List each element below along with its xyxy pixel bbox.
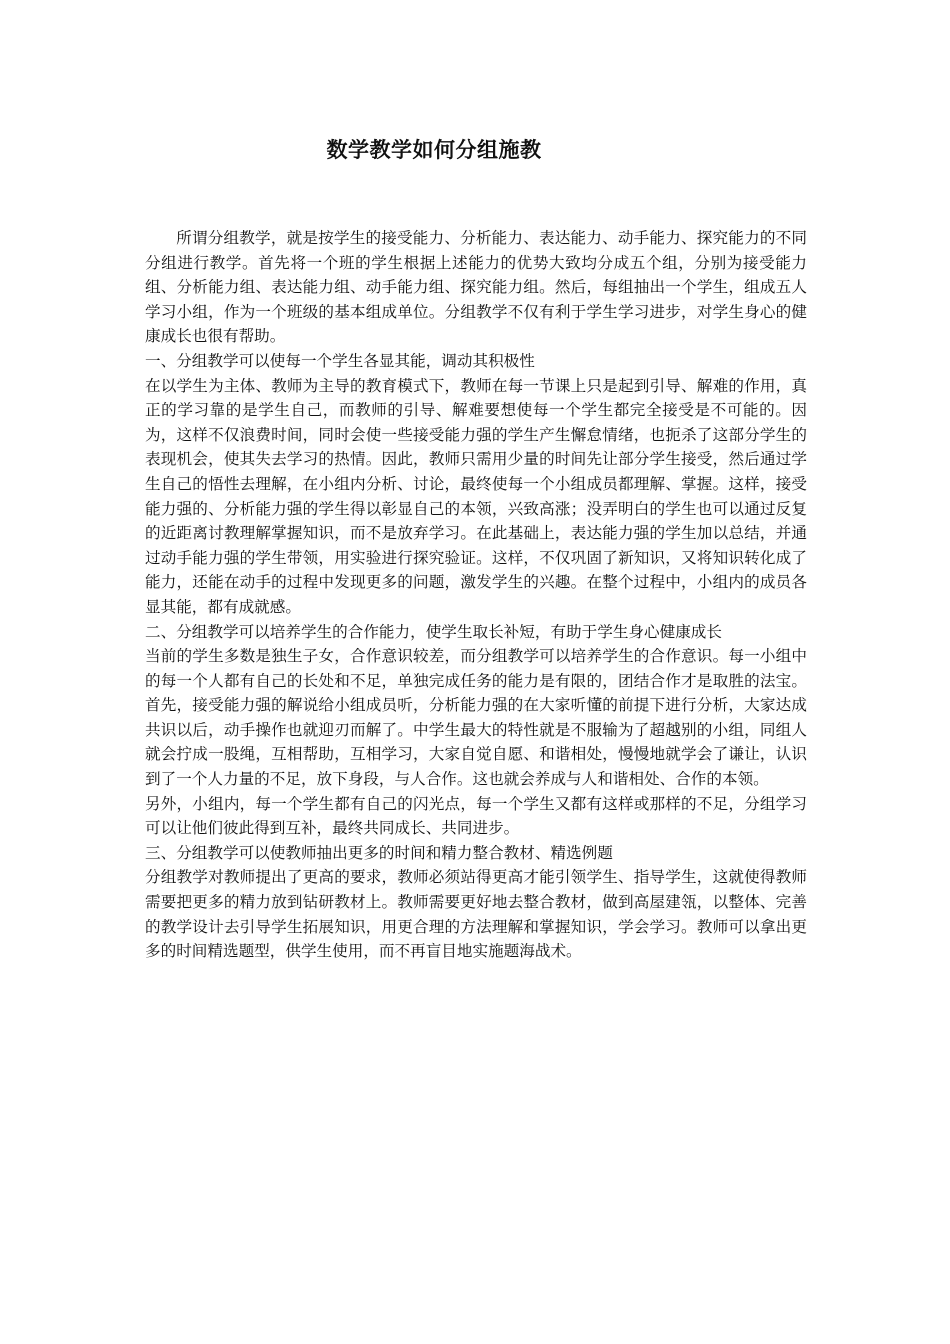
section-2-heading: 二、分组教学可以培养学生的合作能力，使学生取长补短，有助于学生身心健康成长 [145, 622, 722, 641]
section-3-heading: 三、分组教学可以使教师抽出更多的时间和精力整合教材、精选例题 [145, 843, 613, 862]
document-body [145, 226, 807, 964]
section-3-paragraph: 分组教学对教师提出了更高的要求，教师必须站得更高才能引领学生、指导学生，这就使得教师需要把更多的精力放到钻研教材上。教师需要更好地去整合教材，做到高屋建瓴，以整体、完善的教学设计去引导学生拓展知识，用更合理的方法理解和掌握知识，学会学习。教师可以拿出更多的时间精选题型，供学生使用，而不再盲目地实施题海战术。 [145, 868, 807, 961]
section-2-paragraph-1: 当前的学生多数是独生子女，合作意识较差，而分组教学可以培养学生的合作意识。每一小组中的每一个人都有自己的长处和不足，单独完成任务的能力是有限的，团结合作才是取胜的法宝。首先，接受能力强的解说给小组成员听，分析能力强的在大家听懂的前提下进行分析，大家达成共识以后，动手操作也就迎刃而解了。中学生最大的特性就是不服输为了超越别的小组，同组人就会拧成一股绳，互相帮助，互相学习，大家自觉自愿、和谐相处，慢慢地就学会了谦让，认识到了一个人力量的不足，放下身段，与人合作。这也就会养成与人和谐相处、合作的本领。 [145, 647, 807, 789]
intro-paragraph: 所谓分组教学，就是按学生的接受能力、分析能力、表达能力、动手能力、探究能力的不同分组进行教学。首先将一个班的学生根据上述能力的优势大致均分成五个组，分别为接受能力组、分析能力组、表达能力组、动手能力组、探究能力组。然后，每组抽出一个学生，组成五人学习小组，作为一个班级的基本组成单位。分组教学不仅有利于学生学习进步，对学生身心的健康成长也很有帮助。 [145, 229, 807, 346]
section-1-paragraph: 在以学生为主体、教师为主导的教育模式下，教师在每一节课上只是起到引导、解难的作用，真正的学习靠的是学生自己，而教师的引导、解难要想使每一个学生都完全接受是不可能的。因为，这样不仅浪费时间，同时会使一些接受能力强的学生产生懈怠情绪，也扼杀了这部分学生的表现机会，使其失去学习的热情。因此，教师只需用少量的时间先让部分学生接受，然后通过学生自己的悟性去理解，在小组内分析、讨论，最终使每一个小组成员都理解、掌握。这样，接受能力强的、分析能力强的学生得以彰显自己的本领，兴致高涨；没弄明白的学生也可以通过反复的近距离讨教理解掌握知识，而不是放弃学习。在此基础上，表达能力强的学生加以总结，并通过动手能力强的学生带领，用实验进行探究验证。这样，不仅巩固了新知识，又将知识转化成了能力，还能在动手的过程中发现更多的问题，激发学生的兴趣。在整个过程中，小组内的成员各显其能，都有成就感。 [145, 376, 807, 616]
section-2-paragraph-2: 另外，小组内，每一个学生都有自己的闪光点，每一个学生又都有这样或那样的不足，分组学习可以让他们彼此得到互补，最终共同成长、共同进步。 [145, 794, 807, 838]
section-1-heading: 一、分组教学可以使每一个学生各显其能，调动其积极性 [145, 351, 535, 370]
document-title: 数学教学如何分组施教 [326, 137, 542, 162]
